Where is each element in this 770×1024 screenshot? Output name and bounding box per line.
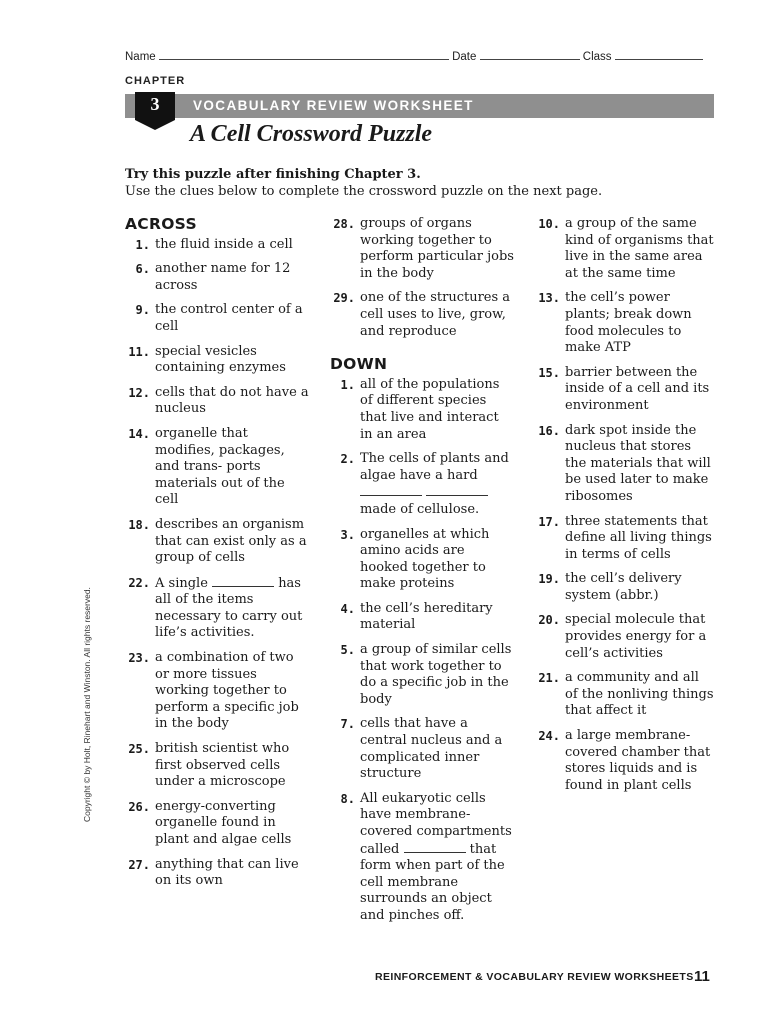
chapter-label: CHAPTER	[125, 75, 186, 87]
answer-blank	[426, 484, 488, 496]
clue-across-18: 18. describes an organism that can exist only as a group of cells	[128, 516, 307, 566]
clue-across-28: 28. groups of organs working together to perform particular jobs in the body	[333, 216, 514, 281]
clue-across-23: 23. a combination of two or more tissues working together to perform a specific job in the body	[128, 650, 299, 732]
footer-text: REINFORCEMENT & VOCABULARY REVIEW WORKSHEETS	[375, 971, 694, 983]
clue-down-3: 3. organelles at which amino acids are hooked together to make proteins	[340, 526, 490, 592]
clue-across-25: 25. british scientist who first observed cells under a microscope	[128, 741, 290, 790]
worksheet-title: VOCABULARY REVIEW WORKSHEET	[193, 98, 474, 113]
answer-blank	[404, 841, 466, 853]
name-label: Name	[125, 51, 156, 63]
page-number: 11	[694, 968, 710, 985]
clue-down-4: 4. the cell’s hereditary material	[340, 600, 493, 633]
clue-across-27: 27. anything that can live on its own	[128, 856, 299, 889]
answer-blank	[212, 575, 274, 587]
clue-down-1: 1. all of the populations of different species that live and interact in an area	[340, 376, 500, 442]
clue-down-20: 20. special molecule that provides energy for a cell’s activities	[538, 612, 707, 661]
clue-down-19: 19. the cell’s delivery system (abbr.)	[538, 571, 682, 603]
date-field[interactable]	[480, 49, 580, 60]
clue-down-2: 2. The cells of plants and algae have a hard made of cellulose.	[340, 451, 509, 517]
clues-column-1	[125, 216, 310, 898]
instruction-line-2: Use the clues below to complete the crossword puzzle on the next page.	[125, 184, 603, 199]
down-heading: DOWN	[330, 355, 388, 374]
chapter-number: 3	[150, 94, 160, 114]
across-heading: ACROSS	[125, 215, 197, 233]
instruction-line-1: Try this puzzle after finishing Chapter 3.	[125, 167, 421, 182]
clue-down-17: 17. three statements that define all living things in terms of cells	[538, 513, 712, 562]
clues-column-3	[535, 216, 715, 802]
clue-across-1: 1. the fluid inside a cell	[135, 236, 293, 252]
clue-across-6: 6. another name for 12 across	[135, 261, 291, 293]
date-label: Date	[452, 51, 477, 63]
clue-across-9: 9. the control center of a cell	[135, 302, 303, 334]
instructions	[125, 166, 725, 200]
answer-blank	[360, 484, 422, 496]
clue-across-26: 26. energy-converting organelle found in plant and algae cells	[128, 798, 292, 847]
clue-across-12: 12. cells that do not have a nucleus	[128, 384, 309, 417]
class-field[interactable]	[615, 49, 703, 60]
clue-across-11: 11. special vesicles containing enzymes	[128, 343, 286, 376]
clue-down-24: 24. a large membrane- covered chamber that stores liquids and is found in plant cells	[538, 728, 711, 793]
clue-down-21: 21. a community and all of the nonliving things that affect it	[538, 670, 714, 719]
copyright-notice: Copyright © by Holt, Rinehart and Winston. All rights reserved.	[82, 587, 92, 822]
student-info-line	[125, 49, 713, 63]
clue-down-16: 16. dark spot inside the nucleus that stores the materials that will be used later to make ribosomes	[538, 422, 711, 504]
clue-down-8: 8. All eukaryotic cells have membrane- covered compartments called that form when part of the cell membrane surrounds an object and pinches off.	[340, 790, 512, 923]
page-title: A Cell Crossword Puzzle	[190, 121, 433, 147]
clue-across-22: 22. A single has all of the items necessary to carry out life’s activities.	[128, 575, 303, 641]
clue-down-13: 13. the cell’s power plants; break down food molecules to make ATP	[538, 290, 692, 356]
class-label: Class	[582, 51, 612, 63]
clue-down-15: 15. barrier between the inside of a cell and its environment	[538, 364, 710, 413]
clue-down-7: 7. cells that have a central nucleus and a complicated inner structure	[340, 716, 503, 782]
name-field[interactable]	[159, 49, 449, 60]
clue-across-14: 14. organelle that modifies, packages, and trans- ports materials out of the cell	[128, 425, 285, 508]
clue-down-10: 10. a group of the same kind of organisms that live in the same area at the same time	[538, 216, 714, 281]
clues-column-2	[330, 216, 515, 933]
clue-down-5: 5. a group of similar cells that work together to do a specific job in the body	[340, 642, 512, 707]
clue-across-29: 29. one of the structures a cell uses to live, grow, and reproduce	[333, 290, 511, 339]
